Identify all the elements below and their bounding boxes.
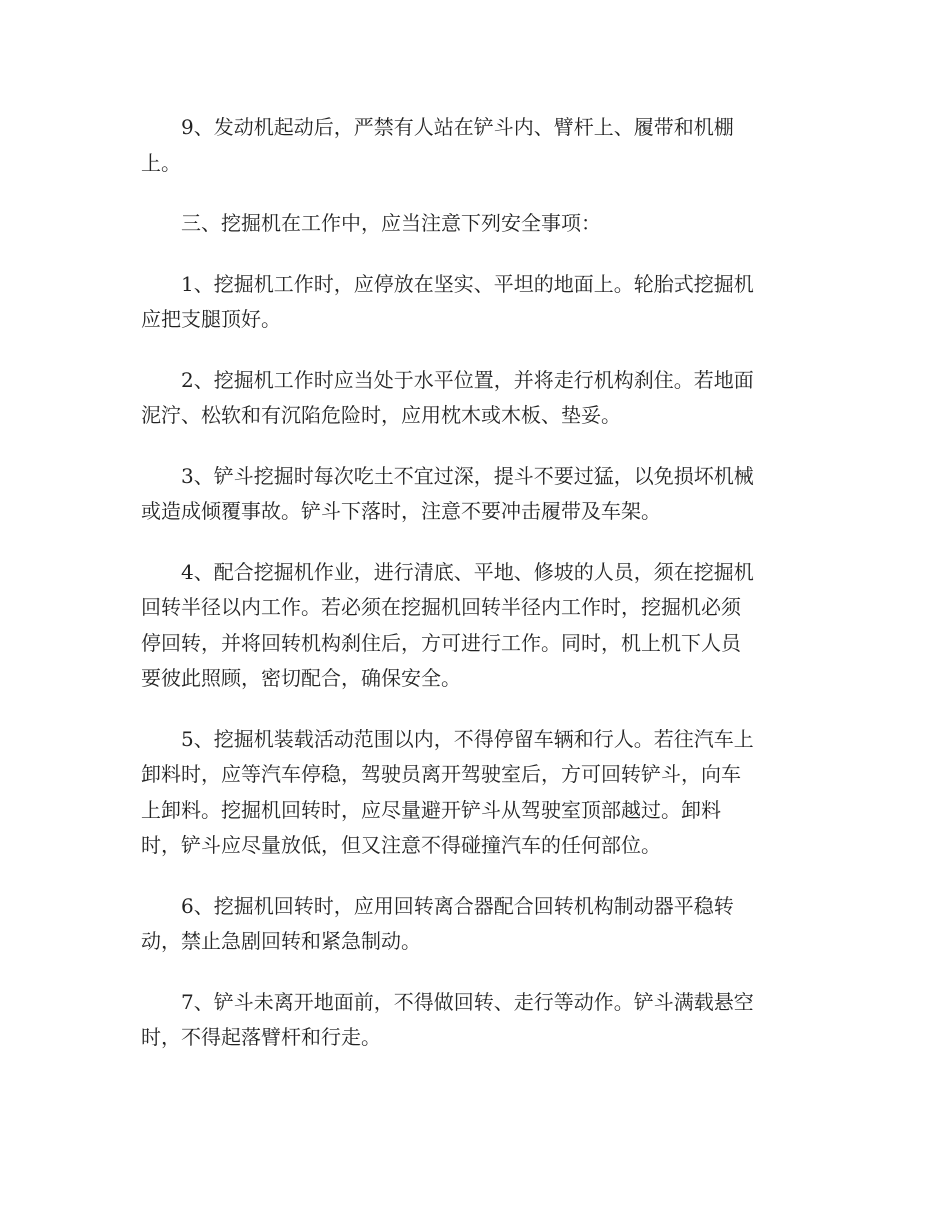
paragraph-item-3 [141,459,809,530]
paragraph-item-4 [141,555,809,697]
text-line: 时，不得起落臂杆和行走。 [141,1025,381,1049]
text-line: 6、挖掘机回转时，应用回转离合器配合回转机构制动器平稳转 [181,893,734,918]
text-line: 三、挖掘机在工作中，应当注意下列安全事项： [181,211,601,235]
text-line: 3、铲斗挖掘时每次吃土不宜过深，提斗不要过猛，以免损坏机械 [181,463,754,488]
text-line: 或造成倾覆事故。铲斗下落时，注意不要冲击履带及车架。 [141,499,661,523]
text-line: 4、配合挖掘机作业，进行清底、平地、修坡的人员，须在挖掘机 [181,559,754,584]
text-line: 9、发动机起动后，严禁有人站在铲斗内、臂杆上、履带和机棚 [181,115,734,139]
text-line: 上卸料。挖掘机回转时，应尽量避开铲斗从驾驶室顶部越过。卸料 [141,797,721,822]
paragraph-startup-safety [141,110,809,181]
text-line: 2、挖掘机工作时应当处于水平位置，并将走行机构刹住。若地面 [181,367,754,392]
text-line: 应把支腿顶好。 [141,307,281,331]
paragraph-item-6 [141,889,809,960]
paragraph-item-1 [141,267,809,338]
text-line: 要彼此照顾，密切配合，确保安全。 [141,666,461,690]
text-line: 5、挖掘机装载活动范围以内，不得停留车辆和行人。若往汽车上 [181,726,754,751]
text-line: 1、挖掘机工作时，应停放在坚实、平坦的地面上。轮胎式挖掘机 [181,271,754,296]
text-line: 时，铲斗应尽量放低，但又注意不得碰撞汽车的任何部位。 [141,833,661,857]
text-line: 动，禁止急剧回转和紧急制动。 [141,929,421,953]
paragraph-item-5 [141,722,809,864]
text-line: 7、铲斗未离开地面前，不得做回转、走行等动作。铲斗满载悬空 [181,989,754,1014]
text-line: 回转半径以内工作。若必须在挖掘机回转半径内工作时，挖掘机必须 [141,595,741,619]
paragraph-item-7 [141,985,809,1056]
document-page [141,110,809,1081]
text-line: 泥泞、松软和有沉陷危险时，应用枕木或木板、垫妥。 [141,403,621,427]
text-line: 卸料时，应等汽车停稳，驾驶员离开驾驶室后，方可回转铲斗，向车 [141,762,741,786]
section-heading-working-safety [141,206,809,242]
text-line: 上。 [141,150,181,175]
paragraph-item-2 [141,363,809,434]
text-line: 停回转，并将回转机构刹住后，方可进行工作。同时，机上机下人员 [141,630,741,655]
